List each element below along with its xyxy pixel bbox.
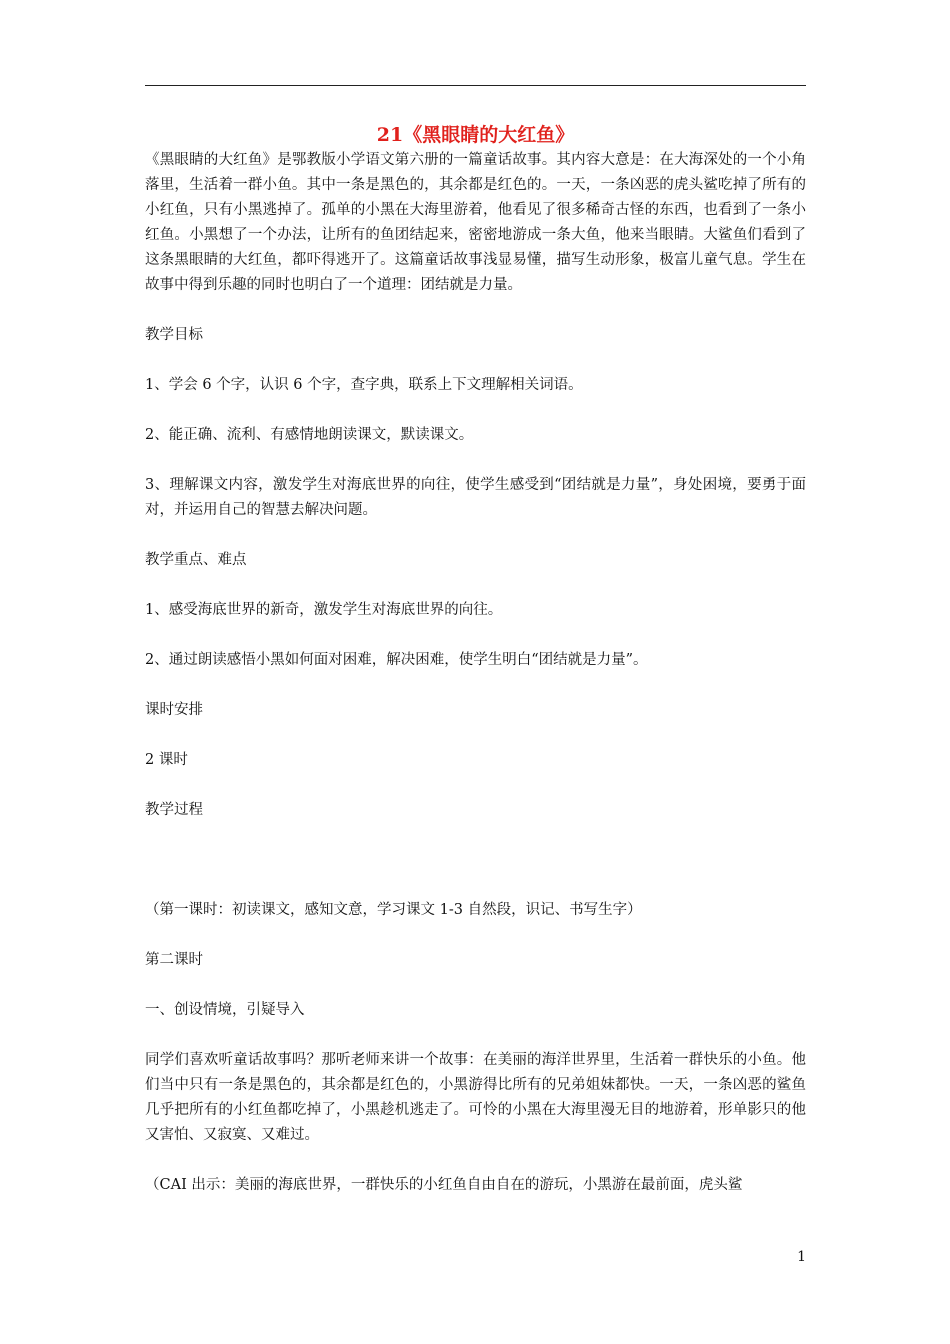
first-lesson-note: （第一课时：初读课文，感知文意，学习课文 1-3 自然段，识记、书写生字） xyxy=(145,902,642,918)
document-body xyxy=(145,122,806,1198)
story-paragraph: 同学们喜欢听童话故事吗？那听老师来讲一个故事：在美丽的海洋世界里，生活着一群快乐的小鱼。他们当中只有一条是黑色的，其余都是红色的，小黑游得比所有的兄弟姐妹都快。一天，一条凶恶的鲨鱼几乎把所有的小红鱼都吃掉了，小黑趁机逃走了。可怜的小黑在大海里漫无目的地游着，形单影只的他又害怕、又寂寞、又难过。 xyxy=(145,1052,806,1143)
goals-heading: 教学目标 xyxy=(145,327,203,343)
header-rule xyxy=(145,85,806,86)
goal-item-3: 3、理解课文内容，激发学生对海底世界的向往，使学生感受到“团结就是力量”，身处困境，要勇于面对，并运用自己的智慧去解决问题。 xyxy=(145,477,806,518)
goal-item-1: 1、学会 6 个字，认识 6 个字，查字典，联系上下文理解相关词语。 xyxy=(145,377,583,393)
cai-paragraph: （CAI 出示：美丽的海底世界，一群快乐的小红鱼自由自在的游玩，小黑游在最前面，虎头鲨 xyxy=(145,1177,743,1193)
schedule-heading: 课时安排 xyxy=(145,702,203,718)
key-point-2: 2、通过朗读感悟小黑如何面对困难，解决困难，使学生明白“团结就是力量”。 xyxy=(145,652,648,668)
process-heading: 教学过程 xyxy=(145,802,203,818)
page-number: 1 xyxy=(797,1249,806,1265)
key-point-1: 1、感受海底世界的新奇，激发学生对海底世界的向往。 xyxy=(145,602,503,618)
step-1-heading: 一、创设情境，引疑导入 xyxy=(145,1002,305,1018)
goal-item-2: 2、能正确、流利、有感情地朗读课文，默读课文。 xyxy=(145,427,474,443)
intro-paragraph: 《黑眼睛的大红鱼》是鄂教版小学语文第六册的一篇童话故事。其内容大意是：在大海深处的一个小角落里，生活着一群小鱼。其中一条是黑色的，其余都是红色的。一天，一条凶恶的虎头鲨吃掉了所有的小红鱼，只有小黑逃掉了。孤单的小黑在大海里游着，他看见了很多稀奇古怪的东西，也看到了一条小红鱼。小黑想了一个办法，让所有的鱼团结起来，密密地游成一条大鱼，他来当眼睛。大鲨鱼们看到了这条黑眼睛的大红鱼，都吓得逃开了。这篇童话故事浅显易懂，描写生动形象，极富儿童气息。学生在故事中得到乐趣的同时也明白了一个道理：团结就是力量。 xyxy=(145,152,806,293)
document-title: 21《黑眼睛的大红鱼》 xyxy=(376,124,575,146)
second-lesson-heading: 第二课时 xyxy=(145,952,203,968)
schedule-value: 2 课时 xyxy=(145,752,188,768)
key-points-heading: 教学重点、难点 xyxy=(145,552,247,568)
